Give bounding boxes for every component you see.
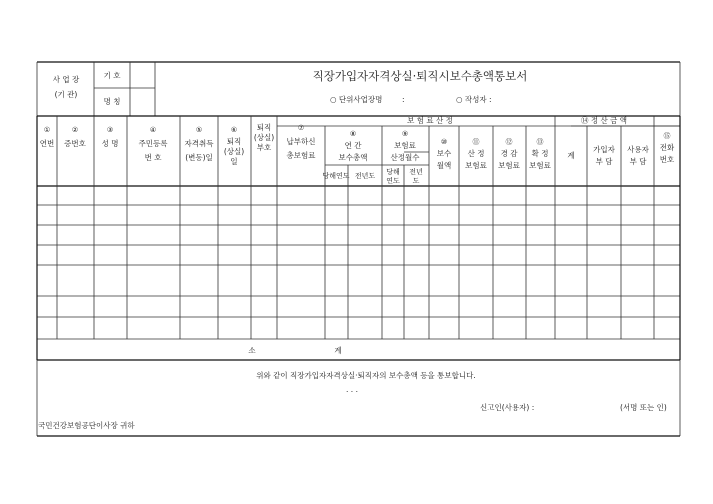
- col-reduce-1: 경 감: [500, 149, 518, 158]
- col-annual-current: 당해연도: [322, 172, 350, 180]
- col-months-prev-1: 전년: [409, 168, 423, 176]
- unit-office-label: ○ 단위사업장명: [330, 95, 383, 104]
- col-reduce-2: 보험료: [498, 161, 520, 170]
- reporter-field[interactable]: [542, 401, 612, 413]
- col-total: 계: [567, 151, 575, 160]
- group-premium-calc: 보 험 료 산 정: [407, 116, 453, 125]
- col-phone-2: 번호: [659, 155, 675, 164]
- col-calc-1: 산 정: [467, 149, 485, 158]
- addressee: 국민건강보험공단이사장 귀하: [38, 421, 135, 430]
- total-label-b: 계: [334, 346, 342, 355]
- col-retire-3: 일: [230, 157, 238, 166]
- office-sub-label: (기 관): [54, 90, 78, 99]
- table-row[interactable]: [38, 297, 679, 316]
- column-headers: [40, 115, 675, 185]
- col-months-num: ⑨: [401, 130, 409, 138]
- table-row[interactable]: [38, 187, 679, 204]
- col-final-num: ⑬: [536, 138, 544, 146]
- unit-office-colon: :: [402, 95, 405, 104]
- table-row[interactable]: [38, 246, 679, 264]
- writer-field[interactable]: [505, 93, 675, 105]
- data-rows: [38, 187, 679, 338]
- col-paid-num: ⑦: [297, 124, 305, 132]
- col-acquire-1: 자격취득: [184, 139, 214, 148]
- col-final-2: 보험료: [529, 161, 551, 170]
- reporter-label: 신고인(사용자) :: [480, 403, 535, 412]
- col-months-1: 보험료: [394, 141, 416, 150]
- code-field[interactable]: [131, 63, 154, 87]
- col-seq: 연번: [39, 139, 55, 148]
- table-row[interactable]: [38, 226, 679, 244]
- col-months-2: 산정월수: [390, 153, 420, 162]
- total-label-a: 소: [248, 346, 256, 355]
- col-paid-1: 납부하신: [286, 137, 316, 146]
- name-label: 명 칭: [103, 97, 121, 106]
- writer-label: ○ 작성자 :: [456, 95, 492, 104]
- col-retire-num: ⑥: [230, 126, 238, 134]
- col-resident-2: 번 호: [144, 153, 162, 162]
- col-annual-prev: 전년도: [354, 172, 376, 180]
- col-name-num: ③: [106, 126, 114, 134]
- col-months-current-2: 연도: [386, 177, 400, 185]
- signature-label: (서명 또는 인): [620, 403, 667, 412]
- col-annual-2: 보수총액: [338, 153, 368, 162]
- group-settlement: ⑭ 정 산 금 액: [580, 116, 628, 125]
- col-annual-num: ⑧: [349, 130, 357, 138]
- col-months-prev-2: 도: [412, 177, 420, 185]
- office-label: 사 업 장: [52, 75, 80, 84]
- col-months-current-1: 당해: [386, 168, 400, 176]
- col-retire-code-1: 퇴직: [256, 123, 272, 132]
- col-monthly-2: 월액: [436, 161, 452, 170]
- col-resident-1: 주민등록: [138, 139, 168, 148]
- table-row[interactable]: [38, 266, 679, 295]
- col-retire-1: 퇴직: [226, 137, 242, 146]
- table-row[interactable]: [38, 206, 679, 224]
- col-annual-1: 연 간: [344, 141, 362, 150]
- col-member-share-2: 부 담: [595, 157, 613, 166]
- col-final-1: 확 정: [531, 149, 549, 158]
- col-monthly-num: ⑩: [440, 138, 448, 146]
- col-resident-num: ④: [149, 126, 157, 134]
- col-retire-code-3: 부호: [256, 143, 272, 152]
- col-member-share-1: 가입자: [593, 145, 615, 154]
- col-employer-share-1: 사용자: [627, 145, 649, 154]
- col-acquire-2: (변동)일: [185, 153, 213, 162]
- report-statement: 위와 같이 직장가입자자격상실·퇴직자의 보수총액 등을 통보합니다.: [256, 371, 476, 380]
- code-label: 기 호: [103, 71, 121, 80]
- report-date: . . .: [346, 385, 358, 394]
- col-calc-2: 보험료: [465, 161, 487, 170]
- col-acquire-num: ⑤: [195, 126, 203, 134]
- col-paid-2: 총보험료: [286, 151, 316, 160]
- name-field[interactable]: [131, 89, 154, 115]
- col-phone-1: 전화: [659, 143, 675, 152]
- table-row[interactable]: [38, 318, 679, 338]
- col-cert-num: ②: [71, 126, 79, 134]
- col-cert: 증번호: [64, 139, 86, 148]
- col-retire-2: (상실): [223, 147, 245, 156]
- col-retire-code-2: (상실): [253, 133, 275, 142]
- col-reduce-num: ⑫: [505, 138, 513, 146]
- col-seq-num: ①: [43, 126, 51, 134]
- unit-office-field[interactable]: [408, 93, 452, 105]
- col-monthly-1: 보수: [436, 149, 452, 158]
- col-employer-share-2: 부 담: [629, 157, 647, 166]
- col-name: 성 명: [101, 139, 119, 148]
- page-title: 직장가입자자격상실·퇴직시보수총액통보서: [312, 69, 528, 83]
- col-calc-num: ⑪: [472, 138, 480, 146]
- col-phone-num: ⑮: [663, 132, 671, 140]
